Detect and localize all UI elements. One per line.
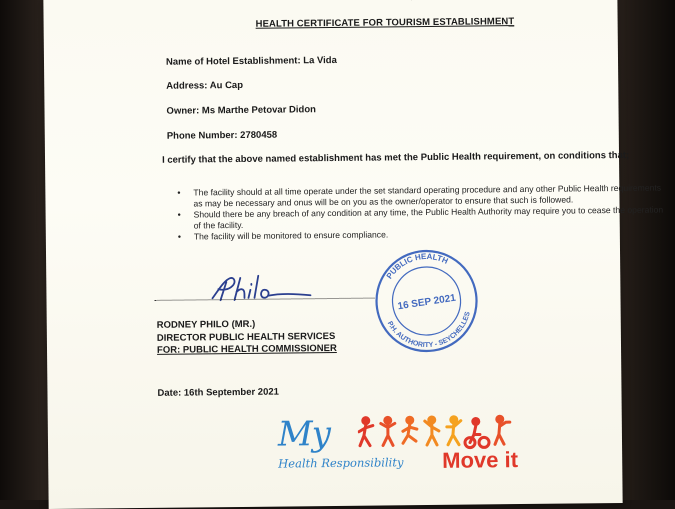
certificate-title: HEALTH CERTIFICATE FOR TOURISM ESTABLISHMENT	[255, 16, 515, 30]
signatory-position: DIRECTOR PUBLIC HEALTH SERVICES	[156, 330, 336, 344]
field-label: Name of Hotel Establishment:	[165, 55, 301, 68]
campaign-logo	[274, 412, 545, 493]
signatory-for: FOR: PUBLIC HEALTH COMMISSIONER	[156, 342, 337, 356]
certificate-date: Date: 16th September 2021	[157, 386, 279, 399]
field-value: Ms Marthe Petovar Didon	[201, 104, 316, 117]
conditions-list	[177, 182, 668, 242]
condition-item: • The facility should at all time operate under the set standard operating procedure and any other Public Health requirements as may be necessary and onus will be on you as the owner/operator to ensure that such is followed.	[177, 182, 667, 209]
field-owner	[166, 104, 316, 117]
header-faint-text	[343, 0, 530, 2]
stamp-top-text: PUBLIC HEALTH	[384, 251, 450, 281]
condition-item: • Should there be any breach of any condition at any time, the Public Health Authority may require you to cease the operation of the facility.	[178, 204, 668, 231]
certify-statement: I certify that the above named establishment has met the Public Health requirement, on conditions that;	[161, 149, 630, 166]
signatory-block	[157, 318, 337, 357]
field-phone	[167, 130, 277, 142]
logo-move-it: Move it	[442, 447, 519, 473]
field-address	[166, 80, 243, 92]
logo-health-responsibility: Health Responsibility	[278, 455, 404, 471]
stamp-date: 16 SEP 2021	[396, 292, 457, 313]
field-value: 2780458	[240, 129, 278, 141]
field-value: La Vida	[303, 54, 337, 67]
condition-item: • The facility will be monitored to ensure compliance.	[178, 226, 668, 242]
field-label: Phone Number:	[166, 129, 238, 142]
certificate-paper	[43, 0, 664, 509]
field-label: Address:	[166, 80, 208, 92]
official-stamp-icon	[366, 244, 487, 355]
svg-text:P.H. AUTHORITY - SEYCHELLES	[385, 308, 476, 355]
stamp-bottom-text: P.H. AUTHORITY - SEYCHELLES	[385, 311, 472, 350]
field-label: Owner:	[166, 105, 200, 117]
field-hotel-name	[166, 55, 337, 68]
active-people-icon	[358, 414, 538, 452]
signatory-name: RODNEY PHILO (MR.)	[156, 318, 256, 331]
logo-my-text: My	[277, 414, 331, 455]
field-value: Au Cap	[209, 79, 244, 92]
